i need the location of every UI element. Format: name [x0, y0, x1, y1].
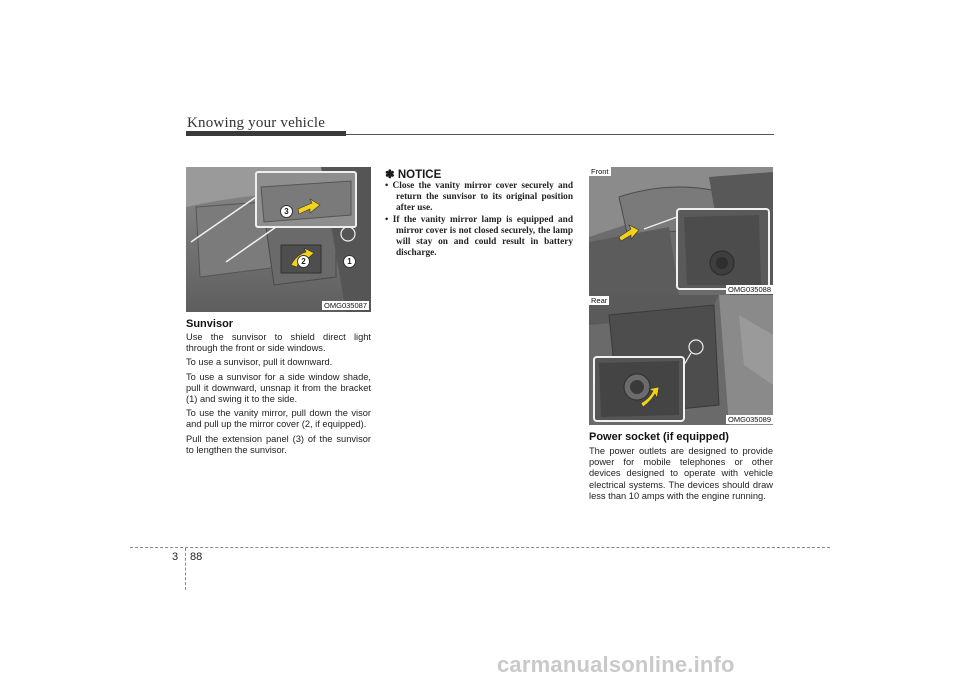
power-socket-section — [589, 431, 773, 505]
rear-socket-illustration — [589, 295, 773, 425]
power-socket-heading: Power socket (if equipped) — [589, 431, 729, 443]
callout-1: 1 — [343, 255, 356, 268]
rear-socket-figure — [589, 295, 773, 425]
footer-rule — [130, 547, 830, 548]
notice-item: • Close the vanity mirror cover securely and return the sunvisor to its original position after use. — [385, 181, 573, 214]
sunvisor-illustration — [186, 167, 371, 312]
page-number: 88 — [190, 551, 203, 563]
header-rule — [346, 134, 774, 135]
front-socket-illustration — [589, 167, 773, 295]
section-title: Knowing your vehicle — [187, 115, 326, 131]
figure-code: OMG035089 — [728, 415, 771, 424]
sunvisor-paragraph: To use the vanity mirror, pull down the visor and pull up the mirror cover (2, if equipped). — [186, 408, 371, 430]
sunvisor-section — [186, 318, 371, 459]
sunvisor-paragraph: To use a sunvisor, pull it downward. — [186, 357, 333, 368]
rear-tag: Rear — [591, 296, 608, 305]
watermark: carmanualsonline.info — [497, 652, 735, 677]
front-tag: Front — [591, 167, 609, 176]
power-socket-body: The power outlets are designed to provide power for mobile telephones or other devices designed to operate with vehicle electrical systems. The devices should draw less than 10 amps with the engine running. — [589, 446, 773, 501]
notice-list — [385, 181, 573, 259]
sunvisor-paragraph: Pull the extension panel (3) of the sunvisor to lengthen the sunvisor. — [186, 433, 371, 455]
notice-title: ✽ NOTICE — [385, 169, 442, 181]
sunvisor-figure — [186, 167, 371, 312]
chapter-number: 3 — [172, 551, 179, 563]
sunvisor-heading: Sunvisor — [186, 318, 234, 330]
front-socket-figure — [589, 167, 773, 295]
sunvisor-paragraph: Use the sunvisor to shield direct light through the front or side windows. — [186, 332, 371, 354]
header-bar — [186, 131, 346, 136]
footer-divider — [185, 548, 186, 590]
callout-3: 3 — [280, 205, 293, 218]
sunvisor-paragraph: To use a sunvisor for a side window shade, pull it downward, unsnap it from the bracket (1) and swing it to the side. — [186, 371, 371, 405]
notice-item: • If the vanity mirror lamp is equipped and mirror cover is not closed securely, the lamp will stay on and could result in battery discharge. — [385, 214, 573, 259]
figure-code: OMG035087 — [324, 301, 367, 310]
callout-2: 2 — [297, 255, 310, 268]
figure-code: OMG035088 — [728, 285, 771, 294]
